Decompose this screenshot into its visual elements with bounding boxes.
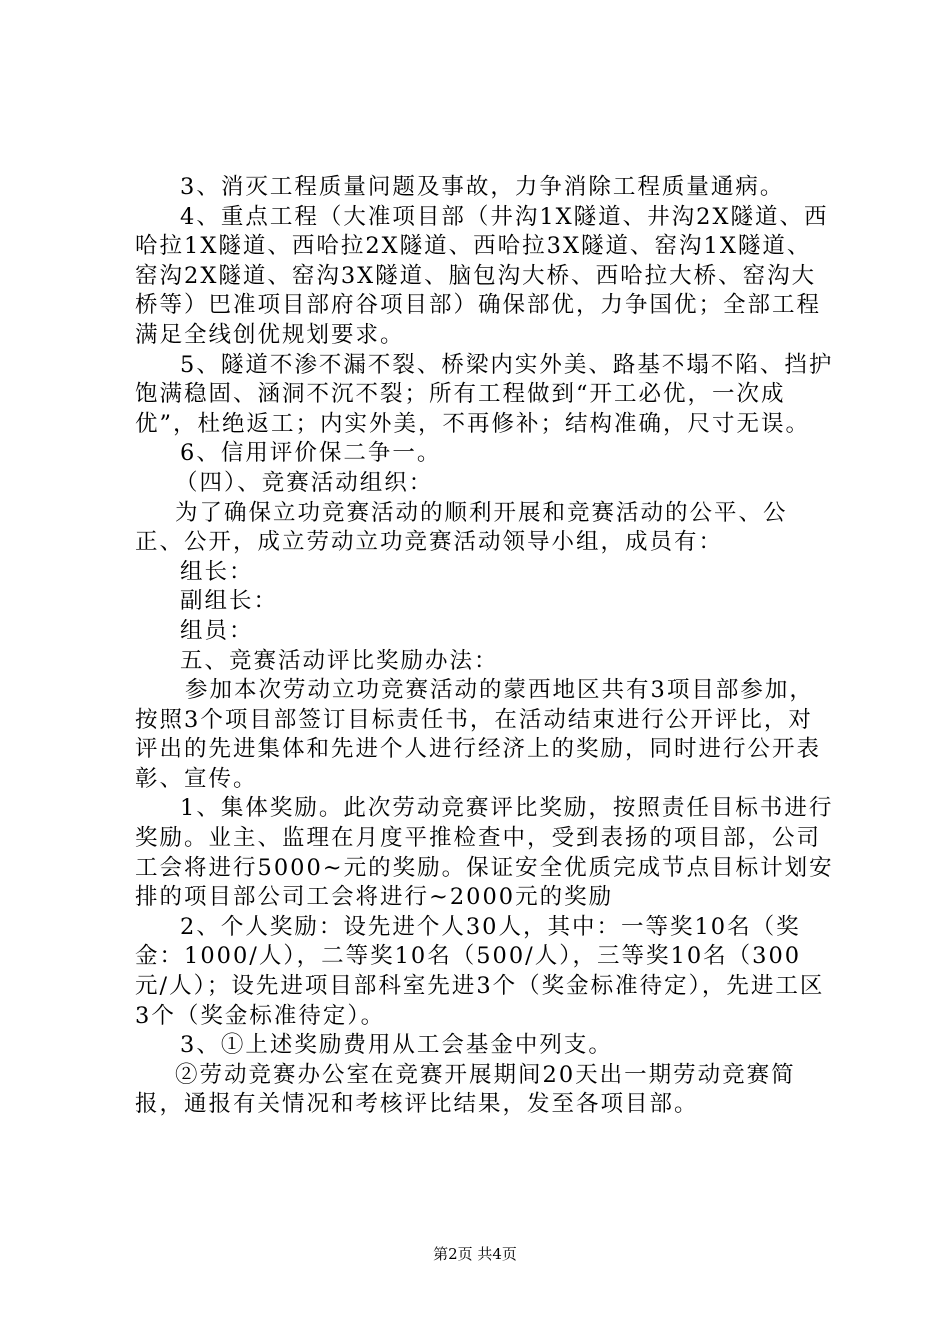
- section-heading: （四）、竞赛活动组织：: [175, 469, 434, 496]
- paragraph: 组员：: [180, 617, 254, 644]
- paragraph: 组长：: [180, 558, 254, 585]
- document-body: [135, 173, 835, 1120]
- paragraph: 3、消灭工程质量问题及事故，力争消除工程质量通病。: [180, 174, 785, 200]
- paragraph: 3、①上述奖励费用从工会基金中列支。: [180, 1032, 613, 1059]
- paragraph: 为了确保立功竞赛活动的顺利开展和竞赛活动的公平、公正、公开，成立劳动立功竞赛活动领导小组，成员有：: [135, 499, 788, 556]
- paragraph: 2、个人奖励：设先进个人30人，其中：一等奖10名（奖金：1000/人），二等奖10名（500/人），三等奖10名（300元/人）；设先进项目部科室先进3个（奖金标准待定），先进工区3个（奖金标准待定）。: [135, 913, 825, 1029]
- paragraph: 副组长：: [180, 588, 279, 615]
- paragraph: 5、隧道不渗不漏不裂、桥梁内实外美、路基不塌不陷、挡护饱满稳固、涵洞不沉不裂；所有工程做到“开工必优，一次成优”，杜绝返工；内实外美，不再修补；结构准确，尺寸无误。: [135, 351, 834, 437]
- paragraph: 参加本次劳动立功竞赛活动的蒙西地区共有3项目部参加，按照3个项目部签订目标责任书，在活动结束进行公开评比，对评出的先进集体和先进个人进行经济上的奖励，同时进行公开表彰、宣传。: [135, 677, 822, 792]
- paragraph: ②劳动竞赛办公室在竞赛开展期间20天出一期劳动竞赛简报，通报有关情况和考核评比结果，发至各项目部。: [135, 1061, 796, 1118]
- paragraph: 4、重点工程（大准项目部（井沟1X隧道、井沟2X隧道、西哈拉1X隧道、西哈拉2X隧道、西哈拉3X隧道、窑沟1X隧道、窑沟2X隧道、窑沟3X隧道、脑包沟大桥、西哈拉大桥、窑沟大桥等）巴准项目部府谷项目部）确保部优，力争国优；全部工程满足全线创优规划要求。: [135, 203, 829, 348]
- section-heading: 五、竞赛活动评比奖励办法：: [180, 647, 499, 674]
- paragraph: 1、集体奖励。此次劳动竞赛评比奖励，按照责任目标书进行奖励。业主、监理在月度平推检查中，受到表扬的项目部，公司工会将进行5000~元的奖励。保证安全优质完成节点目标计划安排的项目部公司工会将进行~2000元的奖励: [135, 795, 834, 911]
- paragraph: 6、信用评价保二争一。: [180, 440, 442, 467]
- page-footer: 第2页 共4页: [433, 1245, 517, 1263]
